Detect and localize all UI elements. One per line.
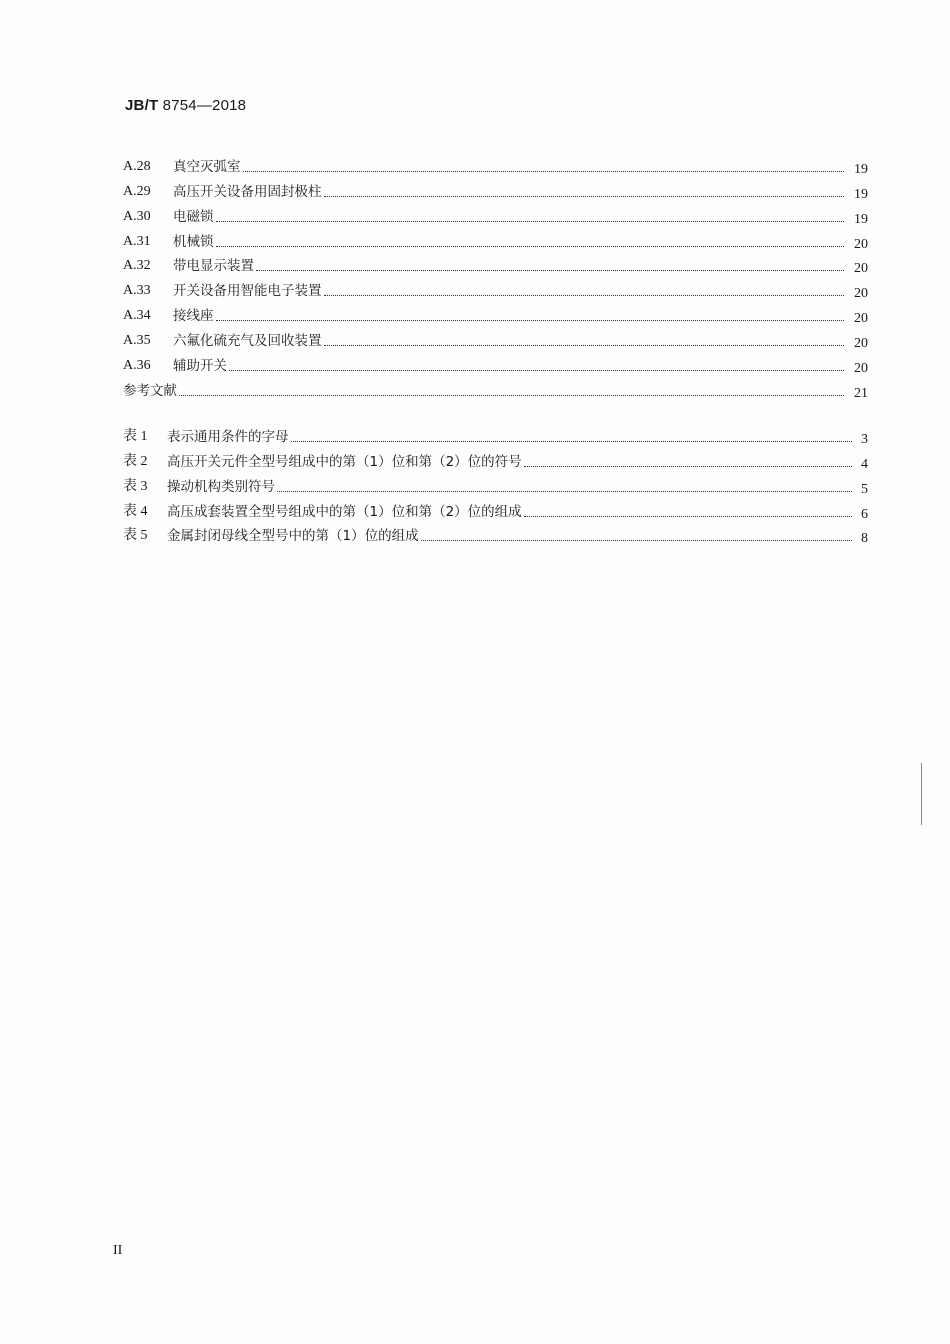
dot-leader (256, 269, 844, 271)
toc-entry-page: 6 (861, 506, 868, 522)
toc-entry[interactable] (123, 324, 868, 352)
toc-entry-number: 表 5 (123, 528, 148, 544)
toc-entry-page: 20 (854, 336, 868, 352)
toc-entry-page: 8 (861, 531, 868, 547)
toc-entry-title: 金属封闭母线全型号中的第（1）位的组成 (167, 528, 419, 545)
toc-entry-title: 操动机构类别符号 (167, 478, 275, 495)
toc-entry-number: 表 1 (123, 428, 148, 444)
toc-entry-number: A.30 (123, 208, 151, 224)
toc-entry-title: 真空灭弧室 (173, 158, 241, 175)
toc-entry-references[interactable] (123, 374, 868, 399)
dot-leader (324, 344, 845, 346)
toc-entry-page: 21 (854, 385, 868, 401)
dot-leader (324, 294, 845, 296)
toc-entry[interactable] (123, 274, 868, 302)
dot-leader (524, 465, 852, 467)
toc-annex-list (123, 150, 868, 399)
dot-leader (421, 539, 852, 541)
dot-leader (524, 515, 852, 517)
toc-entry-number: 表 2 (123, 453, 148, 469)
dot-leader (216, 220, 845, 222)
toc-entry-page: 4 (861, 456, 868, 472)
scan-artifact-line (921, 763, 922, 825)
toc-entry-title: 带电显示装置 (173, 258, 254, 275)
toc-entry-number: A.32 (123, 258, 151, 274)
dot-leader (277, 490, 852, 492)
toc-entry-number: A.29 (123, 183, 151, 199)
toc-entry[interactable] (123, 250, 868, 275)
toc-entry-page: 20 (854, 286, 868, 302)
toc-entry-page: 20 (854, 236, 868, 252)
toc-entry-number: A.31 (123, 233, 151, 249)
toc-entry-title: 高压开关设备用固封极柱 (173, 183, 322, 200)
standard-number: 8754—2018 (158, 97, 247, 114)
toc-entry[interactable] (123, 200, 868, 225)
toc-entry-title: 参考文献 (123, 382, 177, 399)
toc-entry-title: 高压开关元件全型号组成中的第（1）位和第（2）位的符号 (167, 453, 522, 470)
toc-entry-page: 20 (854, 311, 868, 327)
toc-table-entry[interactable] (123, 520, 868, 545)
toc-entry-number: A.35 (123, 333, 151, 349)
toc-entry-title: 机械锁 (173, 233, 214, 250)
toc-table-entry[interactable] (123, 445, 868, 470)
toc-entry-number: 表 3 (123, 478, 148, 494)
standard-code: JB/T (125, 97, 159, 114)
toc-entry-number: A.34 (123, 308, 151, 324)
dot-leader (216, 245, 845, 247)
toc-entry-page: 20 (854, 261, 868, 277)
dot-leader (324, 195, 845, 197)
toc-table-entry[interactable] (123, 420, 868, 445)
toc-entry-page: 19 (854, 161, 868, 177)
toc-entry-title: 高压成套装置全型号组成中的第（1）位和第（2）位的组成 (167, 503, 522, 520)
toc-entry-title: 表示通用条件的字母 (167, 428, 289, 445)
toc-table-entry[interactable] (123, 470, 868, 495)
toc-entry-number: 表 4 (123, 503, 148, 519)
toc-entry-title: 六氟化硫充气及回收装置 (173, 333, 322, 350)
dot-leader (243, 170, 845, 172)
toc-entry-number: A.28 (123, 158, 151, 174)
page-number: II (113, 1243, 123, 1258)
toc-table-entry[interactable] (123, 495, 868, 520)
toc-entry-page: 20 (854, 361, 868, 377)
toc-entry[interactable] (123, 225, 868, 250)
toc-entry-title: 开关设备用智能电子装置 (173, 283, 322, 300)
dot-leader (179, 394, 844, 396)
toc-entry[interactable] (123, 175, 868, 200)
toc-entry-number: A.33 (123, 283, 151, 299)
toc-entry[interactable] (123, 150, 868, 175)
toc-entry[interactable] (123, 299, 868, 327)
toc-entry-title: 辅助开关 (173, 358, 227, 375)
toc-entry-page: 3 (861, 431, 868, 447)
toc-entry-page: 5 (861, 481, 868, 497)
toc-table-list (123, 420, 868, 547)
toc-entry-page: 19 (854, 211, 868, 227)
dot-leader (291, 440, 853, 442)
dot-leader (229, 369, 844, 371)
toc-entry-title: 接线座 (173, 308, 214, 325)
toc-entry-number: A.36 (123, 358, 151, 374)
toc-entry[interactable] (123, 349, 868, 377)
toc-entry-page: 19 (854, 186, 868, 202)
dot-leader (216, 319, 845, 321)
toc-entry-title: 电磁锁 (173, 208, 214, 225)
document-header (125, 97, 246, 114)
